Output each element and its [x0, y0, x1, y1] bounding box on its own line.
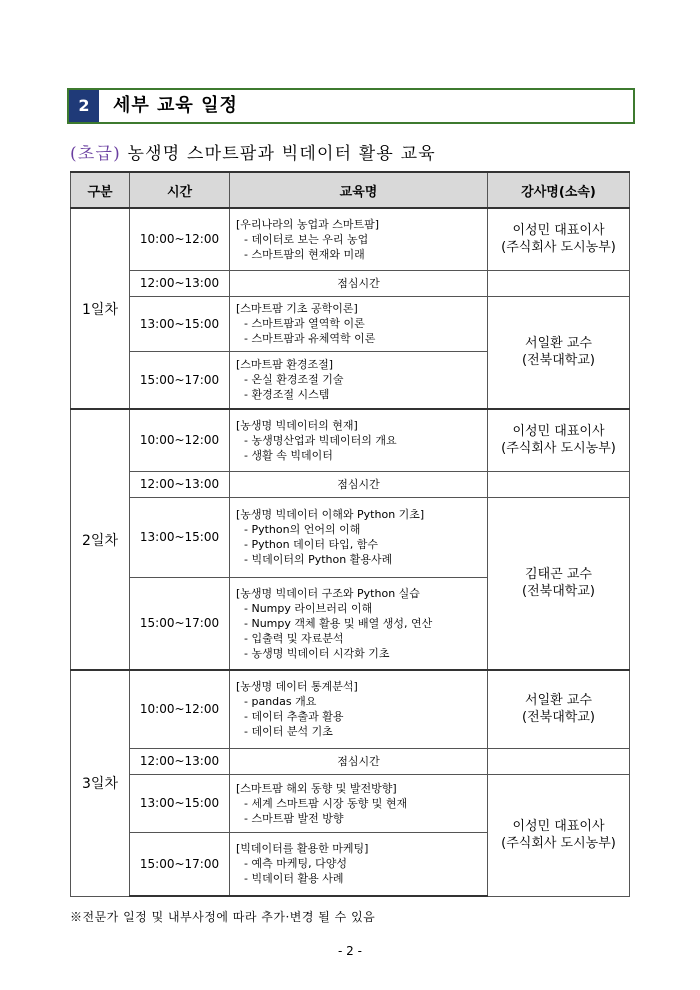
course-title: [스마트팜 환경조절]: [236, 358, 334, 372]
instructor-org: (주식회사 도시농부): [501, 240, 616, 256]
course-title: [농생명 데이터 통계분석]: [236, 680, 358, 694]
course-title: [스마트팜 해외 동향 및 발전방향]: [236, 781, 397, 795]
course-title: [농생명 빅데이터의 현재]: [236, 418, 358, 432]
instructor-cell: [488, 296, 630, 409]
course-item: - Numpy 라이브러리 이해: [244, 601, 373, 615]
day-label: 2일차: [71, 409, 130, 670]
instructor-name: 김태곤 교수: [525, 567, 592, 583]
course-title: [농생명 빅데이터 이해와 Python 기초]: [236, 508, 425, 521]
table-row: [71, 497, 630, 577]
course-cell: [230, 409, 488, 471]
course-item: - 스마트팜과 유체역학 이론: [244, 332, 376, 345]
session-time: 13:00~15:00: [130, 296, 230, 351]
course-title: [스마트팜 기초 공학이론]: [236, 302, 358, 315]
instructor-cell: [488, 670, 630, 748]
course-item: - 스마트팜의 현재와 미래: [244, 247, 365, 261]
course-item: - 입출력 및 자료분석: [244, 631, 344, 645]
course-cell: [230, 351, 488, 409]
empty-cell: [488, 748, 630, 774]
header-time: 시간: [130, 172, 230, 208]
instructor-org: (주식회사 도시농부): [501, 836, 616, 851]
lunch-label: 점심시간: [230, 471, 488, 497]
course-item: - Python의 언어의 이해: [244, 523, 361, 536]
page-number: - 2 -: [338, 944, 362, 958]
instructor-org: (전북대학교): [522, 353, 595, 369]
course-item: - 온실 환경조절 기술: [244, 373, 344, 387]
header-course: 교육명: [230, 172, 488, 208]
table-row: [71, 270, 630, 296]
course-cell: [230, 832, 488, 896]
lunch-label: 점심시간: [230, 748, 488, 774]
table-row: [71, 409, 630, 471]
session-time: 15:00~17:00: [130, 577, 230, 670]
section-number: 2: [69, 90, 99, 122]
course-title: [우리나라의 농업과 스마트팜]: [236, 217, 380, 231]
table-row: [71, 774, 630, 832]
empty-cell: [488, 471, 630, 497]
lunch-time: 12:00~13:00: [130, 471, 230, 497]
course-cell: [230, 497, 488, 577]
session-time: 10:00~12:00: [130, 670, 230, 748]
session-time: 10:00~12:00: [130, 409, 230, 471]
course-item: - 예측 마케팅, 다양성: [244, 857, 347, 871]
course-item: - 세계 스마트팜 시장 동향 및 현재: [244, 796, 408, 810]
instructor-org: (주식회사 도시농부): [501, 441, 616, 457]
course-cell: [230, 774, 488, 832]
lunch-time: 12:00~13:00: [130, 270, 230, 296]
section-title: 세부 교육 일정: [113, 95, 238, 116]
course-item: - Numpy 객체 활용 및 배열 생성, 연산: [244, 616, 433, 630]
course-cell: [230, 670, 488, 748]
table-row: [71, 208, 630, 270]
table-row: [71, 471, 630, 497]
course-item: - 스마트팜과 열역학 이론: [244, 317, 365, 330]
course-item: - 스마트팜 발전 방향: [244, 811, 344, 825]
course-cell: [230, 577, 488, 670]
table-row: [71, 296, 630, 351]
session-time: 10:00~12:00: [130, 208, 230, 270]
footnote: ※전문가 일정 및 내부사정에 따라 추가·변경 될 수 있음: [70, 910, 376, 924]
session-time: 15:00~17:00: [130, 832, 230, 896]
course-cell: [230, 296, 488, 351]
course-cell: [230, 208, 488, 270]
instructor-name: 서일환 교수: [525, 336, 592, 352]
course-item: - 농생명산업과 빅데이터의 개요: [244, 433, 397, 447]
course-item: - 빅데이터의 Python 활용사례: [244, 553, 393, 566]
instructor-org: (전북대학교): [522, 710, 595, 726]
lunch-time: 12:00~13:00: [130, 748, 230, 774]
day-label: 3일차: [71, 670, 130, 896]
course-name: 농생명 스마트팜과 빅데이터 활용 교육: [127, 144, 436, 164]
section-header: [67, 88, 635, 124]
table-row: [71, 670, 630, 748]
instructor-name: 이성민 대표이사: [512, 424, 605, 440]
header-instructor: 강사명(소속): [488, 172, 630, 208]
course-item: - 생활 속 빅데이터: [244, 448, 333, 462]
session-time: 13:00~15:00: [130, 774, 230, 832]
instructor-cell: [488, 208, 630, 270]
course-title: [농생명 빅데이터 구조와 Python 실습: [236, 586, 420, 600]
course-item: - 빅데이터 활용 사례: [244, 872, 344, 886]
schedule-table: [70, 171, 630, 897]
empty-cell: [488, 270, 630, 296]
instructor-name: 서일환 교수: [525, 693, 592, 709]
header-category: 구분: [71, 172, 130, 208]
course-item: - 데이터 분석 기초: [244, 725, 333, 739]
table-row: [71, 748, 630, 774]
instructor-cell: [488, 409, 630, 471]
course-item: - 농생명 빅데이터 시각화 기초: [244, 646, 390, 660]
course-item: - Python 데이터 타입, 함수: [244, 538, 378, 551]
course-title: [빅데이터를 활용한 마케팅]: [236, 842, 369, 856]
session-time: 15:00~17:00: [130, 351, 230, 409]
course-item: - pandas 개요: [244, 695, 317, 709]
table-header-row: [71, 172, 630, 208]
instructor-name: 이성민 대표이사: [512, 223, 605, 239]
instructor-org: (전북대학교): [522, 584, 595, 600]
instructor-cell: [488, 774, 630, 896]
course-item: - 환경조절 시스템: [244, 388, 330, 402]
day-label: 1일차: [71, 208, 130, 409]
course-item: - 데이터 추출과 활용: [244, 710, 344, 724]
course-item: - 데이터로 보는 우리 농업: [244, 232, 369, 246]
lunch-label: 점심시간: [230, 270, 488, 296]
instructor-name: 이성민 대표이사: [512, 819, 605, 834]
course-subtitle: [70, 139, 436, 164]
instructor-cell: [488, 497, 630, 670]
course-level: (초급): [70, 144, 121, 164]
session-time: 13:00~15:00: [130, 497, 230, 577]
